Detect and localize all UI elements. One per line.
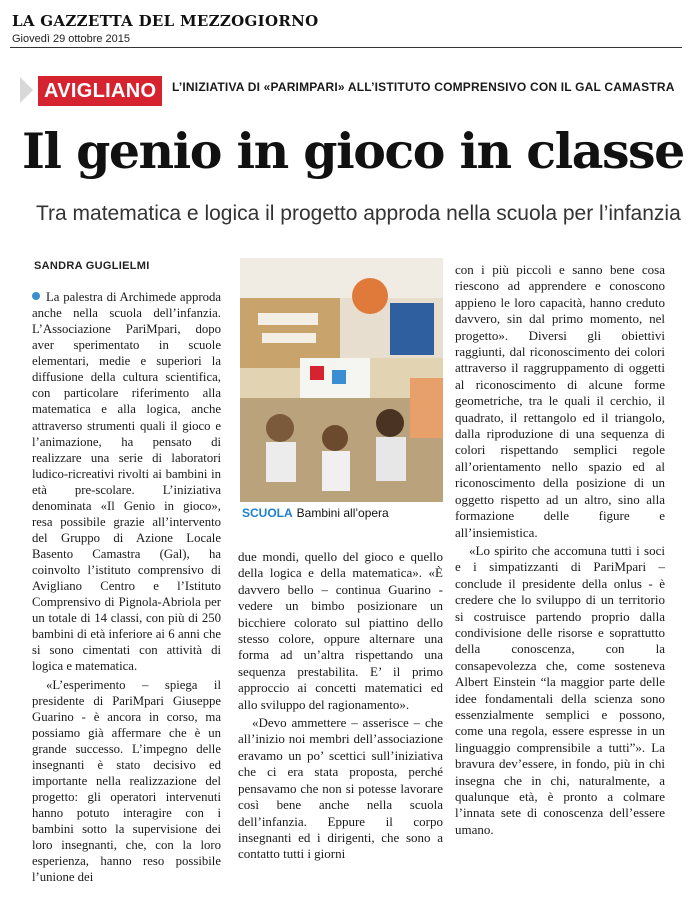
bullet-icon bbox=[32, 292, 40, 300]
paragraph: due mondi, quello del gioco e quello della logica e della matematica». «È davvero bello – continua Guarino - vedere un bimbo posizionare un bicchiere colorato sul piattino dello stesso colore, oppure alternare una forma ad un’altra rispettando una sequenza prestabilita. E’ il primo approccio ai concetti matematici ed allo sviluppo del ragionamento». bbox=[238, 549, 443, 712]
chevron-right-icon bbox=[20, 77, 33, 103]
masthead-rule bbox=[10, 47, 682, 48]
issue-date: Giovedì 29 ottobre 2015 bbox=[12, 33, 131, 45]
article-photo bbox=[240, 258, 443, 502]
kicker-location: AVIGLIANO bbox=[38, 76, 162, 106]
paragraph: La palestra di Archimede approda anche nella scuola dell’infanzia. L’Associazione PariMpari, dopo aver sperimentato in scuole elementari, medie e superiori la diffusione della cultura scientifica, con particolare riferimento alla matematica e alla logica, anche attraverso strumenti quali il gioco e l’animazione, ha pensato di realizzare una serie di laboratori ludico-ricreativi rivolti ai bambini in età pre-scolare. L’iniziativa denominata «Il Genio in gioco», resa possibile grazie all’intervento del Gruppo di Azione Locale Basento Camastra (Gal), ha coinvolto l’istituto comprensivo di Avigliano Centro e l’Istituto Comprensivo di Pignola-Abriola per un totale di 14 classi, con più di 250 bambini di età inferiore ai 6 anni che si sono cimentati con attività di logica e matematica. bbox=[32, 290, 221, 674]
masthead: LA GAZZETTA DEL MEZZOGIORNO bbox=[12, 12, 319, 30]
paragraph: «Lo spirito che accomuna tutti i soci e i simpatizzanti di PariMpari – conclude il presidente della onlus - è credere che lo sviluppo di un territorio si costruisce partendo proprio dalla condivisione delle risorse e soprattutto della conoscenza, con la consapevolezza che, come sosteneva Albert Einstein “la maggior parte delle idee fondamentali della scienza sono essenzialmente semplici e possono, come una regola, essere espresse in un linguaggio comprensibile a tutti”». La bravura dev’essere, in fondo, più in chi insegna che in chi, naturalmente, a qualunque età, è pronto a colmare l’innata sete di conoscenza dell’essere umano. bbox=[455, 542, 665, 837]
byline: SANDRA GUGLIELMI bbox=[34, 260, 150, 272]
caption-text: Bambini all’opera bbox=[296, 506, 389, 520]
subheadline: Tra matematica e logica il progetto approda nella scuola per l’infanzia bbox=[36, 202, 681, 225]
caption-tag: SCUOLA bbox=[242, 506, 293, 520]
paragraph: «Devo ammettere – asserisce – che all’inizio noi membri dell’associazione eravamo un po’ scettici sull’iniziativa che ci era stata proposta, perché pensavamo che non si potesse lavorare così bene anche nella scuola dell’infanzia. Eppure il corpo insegnanti ed i dirigenti, che sono a contatto tutti i giorni bbox=[238, 715, 443, 862]
paragraph: «L’esperimento – spiega il presidente di PariMpari Giuseppe Guarino - è ancora in corso, ma possiamo già affermare che è un grande successo. L’impegno delle insegnanti è stato decisivo ed importante nella realizzazione del progetto: gli operatori intervenuti hanno potuto interagire con i bambini sotto la supervisione dei loro insegnanti, che, con la loro esperienza, hanno reso possibile l’unione dei bbox=[32, 677, 221, 885]
overline: L’INIZIATIVA DI «PARIMPARI» ALL’ISTITUTO COMPRENSIVO CON IL GAL CAMASTRA bbox=[172, 80, 675, 94]
article-column-3 bbox=[455, 262, 665, 838]
classroom-photo-illustration bbox=[240, 258, 443, 502]
article-column-2 bbox=[238, 549, 443, 863]
paragraph: con i più piccoli e sanno bene cosa riescono ad apprendere e conoscono appieno le loro capacità, hanno creduto davvero, sin dal primo momento, nel progetto». Diversi gli obiettivi raggiunti, dal riconoscimento dei colori attraverso il raggruppamento di oggetti al riconoscimento di alcune forme geometriche, tra le quali il cerchio, il quadrato, il rettangolo ed il triangolo, dalla riproduzione di una sequenza di colori rispettando semplici regole all’orientamento nello spazio ed al riconoscimento della posizione di un oggetto rispetto ad un altro, sino alla formazione delle figure e all’insiemistica. bbox=[455, 262, 665, 540]
headline: Il genio in gioco in classe bbox=[22, 122, 684, 180]
photo-caption bbox=[242, 506, 389, 520]
article-column-1 bbox=[32, 289, 221, 885]
